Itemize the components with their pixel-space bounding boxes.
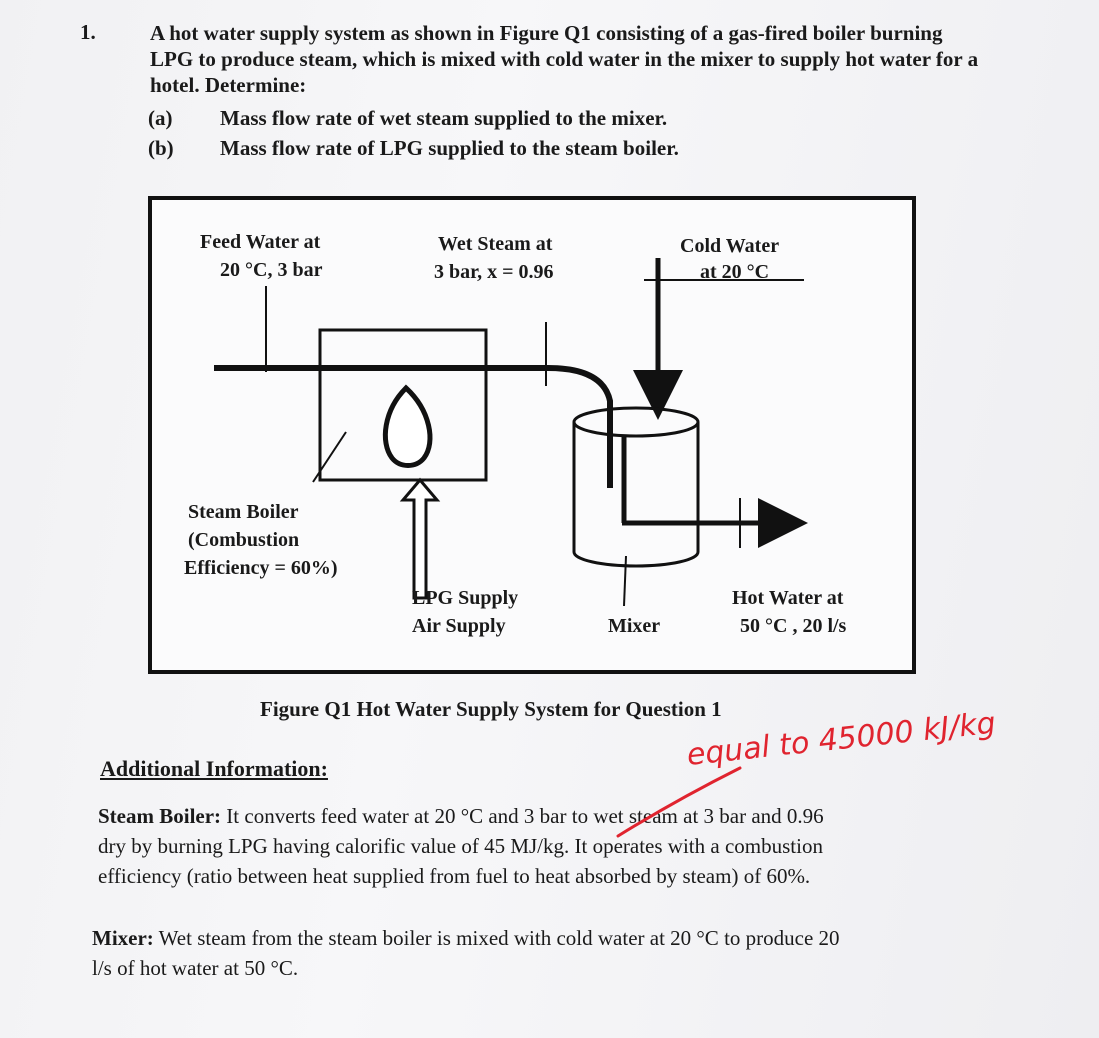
figure-caption: Figure Q1 Hot Water Supply System for Question 1 — [260, 697, 722, 721]
mixer-text-1: Wet steam from the steam boiler is mixed with cold water at 20 °C to produce 20 — [153, 926, 840, 950]
cold-water-label-1: Cold Water — [680, 235, 780, 257]
feed-water-label-2: 20 °C, 3 bar — [220, 259, 323, 281]
question-number: 1. — [80, 20, 96, 44]
question-intro: A hot water supply system as shown in Figure Q1 consisting of a gas-fired boiler burning LPG to produce steam, which is mixed with cold water in the mixer to supply hot water for a hotel. Determine: — [150, 21, 979, 97]
mixer-term: Mixer: — [92, 926, 154, 950]
steam-boiler-text-1: It converts feed water at 20 °C and 3 bar to wet steam at 3 bar and 0.96 — [221, 804, 824, 828]
mixer-text-2: l/s of hot water at 50 °C. — [92, 956, 299, 980]
steam-boiler-term: Steam Boiler: — [98, 804, 222, 828]
wet-steam-label-1: Wet Steam at — [438, 233, 553, 255]
mixer-label: Mixer — [608, 615, 661, 637]
steam-boiler-label-3: Efficiency = 60%) — [184, 557, 338, 579]
additional-info-heading: Additional Information: — [100, 756, 328, 781]
part-b-text: Mass flow rate of LPG supplied to the steam boiler. — [220, 136, 679, 160]
steam-boiler-text-3: efficiency (ratio between heat supplied from fuel to heat absorbed by steam) of 60%. — [98, 864, 811, 888]
feed-water-label-1: Feed Water at — [200, 231, 321, 253]
lpg-supply-label: LPG Supply — [412, 587, 519, 609]
cold-water-label-2: at 20 °C — [700, 261, 770, 283]
steam-boiler-paragraph — [98, 801, 824, 891]
part-a-text: Mass flow rate of wet steam supplied to the mixer. — [220, 106, 668, 130]
part-b-label: (b) — [148, 136, 174, 160]
hot-water-system-diagram — [148, 196, 916, 674]
hot-water-label-1: Hot Water at — [732, 587, 844, 609]
air-supply-label: Air Supply — [412, 615, 506, 637]
steam-boiler-label-1: Steam Boiler — [188, 501, 299, 523]
mixer-paragraph — [92, 923, 840, 983]
annotation-text: equal to 45000 kJ/kg — [685, 705, 998, 773]
wet-steam-label-2: 3 bar, x = 0.96 — [434, 261, 554, 283]
part-a-label: (a) — [148, 106, 173, 130]
hot-water-label-2: 50 °C , 20 l/s — [740, 615, 847, 637]
part-a — [148, 106, 848, 134]
part-b — [148, 136, 848, 164]
steam-boiler-label-2: (Combustion — [188, 529, 300, 551]
steam-boiler-text-2: dry by burning LPG having calorific value of 45 MJ/kg. It operates with a combustion — [98, 834, 823, 858]
